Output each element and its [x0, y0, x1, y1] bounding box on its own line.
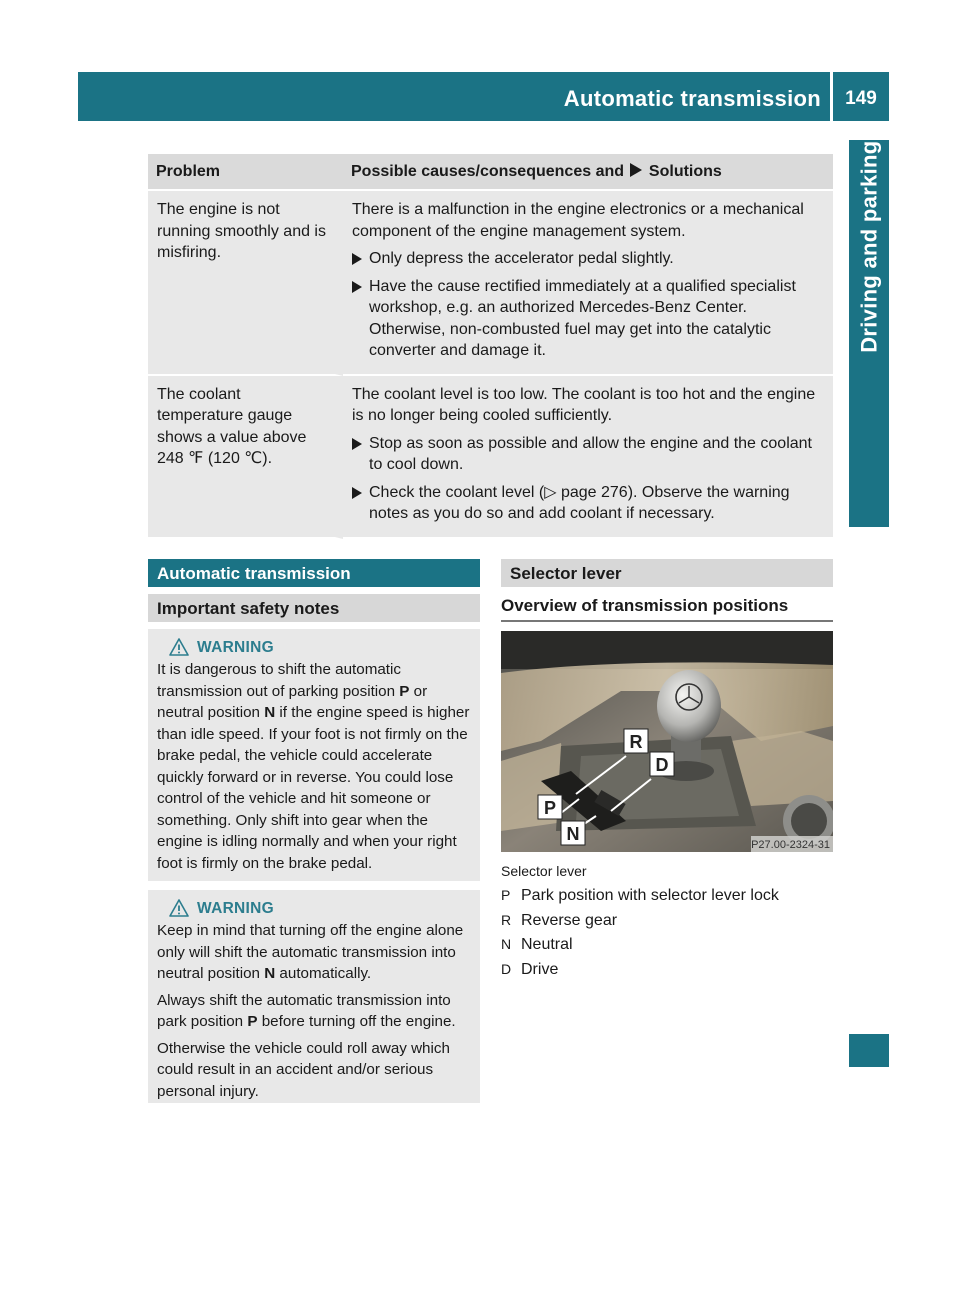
arrow-right-icon: [352, 281, 362, 293]
position-legend: [501, 883, 833, 981]
solution-step: [352, 433, 825, 476]
warning-text-part: It is dangerous to shift the automatic transmission out of parking position: [157, 661, 401, 700]
table-row: [148, 191, 833, 376]
arrow-right-icon: [352, 253, 362, 265]
gear-position-p: P: [247, 1013, 258, 1030]
legend-text: Park position with selector lever lock: [521, 887, 779, 904]
legend-text: Neutral: [521, 936, 573, 953]
warning-triangle-icon: [169, 899, 189, 917]
figure-caption: Selector lever: [501, 863, 587, 879]
figure-label-d: D: [655, 755, 669, 775]
list-item: [501, 957, 833, 982]
step-text: Only depress the accelerator pedal slightly.: [369, 250, 674, 267]
figure-label-p: P: [543, 798, 557, 818]
figure-label-r: R: [629, 732, 643, 752]
list-item: [501, 932, 833, 957]
warning-text-part: automatically.: [275, 965, 372, 982]
subsection-title-safety-notes: Important safety notes: [148, 594, 480, 622]
warning-text-part: before turning off the engine.: [257, 1013, 456, 1030]
list-item: [501, 908, 833, 933]
legend-key: P: [501, 887, 511, 903]
overview-heading: Overview of transmission positions: [501, 596, 833, 622]
step-text: Stop as soon as possible and allow the engine and the coolant to cool down.: [369, 434, 812, 473]
warning-text-part: Always shift the automatic transmission into park position: [157, 991, 451, 1030]
side-tab-label: Driving and parking: [856, 140, 882, 353]
section-title-selector-lever: Selector lever: [501, 559, 833, 587]
step-text: Have the cause rectified immediately at a qualified specialist workshop, e.g. an authorized Mercedes-Benz Center. Otherwise, non-combusted fuel may get into the catalytic converter and damage it.: [369, 277, 796, 359]
legend-text: Reverse gear: [521, 911, 618, 929]
arrow-right-icon: [352, 438, 362, 450]
col-solutions-header-suffix: Solutions: [648, 162, 722, 180]
problem-cell: The engine is not running smoothly and is misfiring.: [148, 191, 343, 376]
arrow-right-icon: [630, 163, 642, 177]
col-problem-header: Problem: [148, 154, 343, 191]
problem-table: [148, 154, 833, 539]
section-title-automatic-transmission: Automatic transmission: [148, 559, 480, 587]
col-solutions-header-prefix: Possible causes/consequences and: [351, 162, 625, 180]
col-solutions-header: [343, 154, 833, 191]
figure-label-n: N: [566, 824, 580, 844]
warning-text: [157, 920, 473, 985]
warning-box: [148, 629, 480, 881]
legend-key: D: [501, 960, 512, 977]
page-number: 149: [845, 88, 877, 109]
solution-step: [352, 248, 825, 270]
side-tab: [849, 140, 889, 527]
step-text: Check the coolant level (▷ page 276). Observe the warning notes as you do so and add coolant if necessary.: [369, 483, 790, 522]
warning-text: Otherwise the vehicle could roll away which could result in an accident and/or serious personal injury.: [157, 1039, 450, 1100]
warning-box: [148, 890, 480, 1103]
selector-lever-photo: [501, 631, 833, 852]
figure-code: P27.00-2324-31: [751, 839, 830, 851]
legend-key: R: [501, 911, 512, 928]
solution-step: [352, 482, 825, 525]
side-tab-marker: [849, 1034, 889, 1067]
warning-text: [157, 990, 473, 1033]
warning-text: [157, 659, 473, 874]
table-row: [148, 376, 833, 539]
gear-position-n: N: [264, 704, 276, 721]
warning-text-part: if the engine speed is higher than idle speed. If your foot is not firmly on the brake pedal, the vehicle could accelerate quickly forward or in reverse. You could lose control of the vehicle and hit someone or something. Only shift into gear when the engine is idling normally and when your right foot is firmly on the brake pedal.: [157, 704, 470, 872]
warning-heading: [157, 898, 473, 920]
arrow-right-icon: [352, 487, 362, 499]
cause-text: There is a malfunction in the engine electronics or a mechanical component of the engine management system.: [352, 201, 804, 240]
page-header: [78, 72, 889, 121]
warning-label: WARNING: [197, 900, 275, 917]
solution-cell: [343, 191, 833, 376]
solution-cell: [343, 376, 833, 539]
warning-heading: [157, 637, 473, 659]
warning-text-part: or neutral position: [157, 682, 428, 721]
list-item: [501, 883, 833, 908]
problem-cell: The coolant temperature gauge shows a value above 248 ℉ (120 ℃).: [148, 376, 343, 539]
legend-key: N: [501, 936, 512, 952]
warning-label: WARNING: [197, 639, 275, 656]
gear-position-p: P: [399, 682, 410, 700]
header-title: Automatic transmission: [563, 86, 821, 111]
gear-position-n: N: [264, 965, 276, 982]
legend-text: Drive: [521, 960, 559, 978]
warning-text-part: Keep in mind that turning off the engine alone only will shift the automatic transmission into neutral position: [157, 922, 464, 982]
cause-text: The coolant level is too low. The coolant is too hot and the engine is no longer being cooled sufficiently.: [352, 385, 816, 424]
solution-step: [352, 276, 825, 362]
table-header-row: [148, 154, 833, 191]
warning-triangle-icon: [169, 638, 189, 656]
